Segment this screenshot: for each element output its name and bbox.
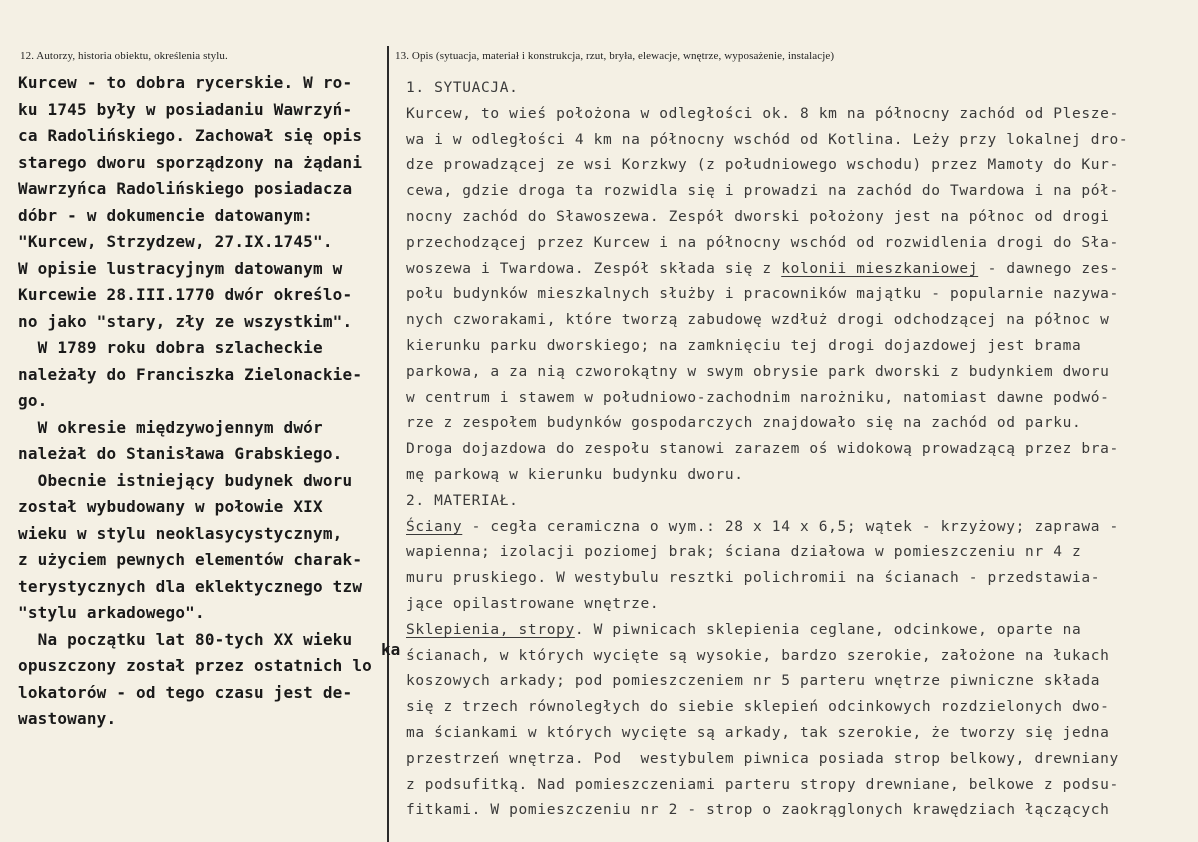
description-text-line: mę parkową w kierunku budynku dworu. [406,466,744,483]
history-text-line: go. [18,391,48,410]
history-text-line: należał do Stanisława Grabskiego. [18,444,343,463]
description-text-line: wapienna; izolacji poziomej brak; ściana działowa w pomieszczeniu nr 4 z [406,544,1082,561]
left-column-header: 12. Autorzy, historia obiektu, określenia stylu. [20,50,228,62]
description-text-line: koszowych arkady; pod pomieszczeniem nr 5 parteru wnętrze piwniczne składa [406,673,1101,690]
history-text-line: opuszczony został przez ostatnich lo [18,656,372,675]
underlined-term: kolonii mieszkaniowej [781,260,979,277]
description-text-line [406,618,1186,644]
description-text-line: rze z zespołem budynków gospodarczych znajdowało się na zachód od parku. [406,415,1082,432]
description-text-line [406,257,1186,283]
description-text-line: się z trzech równoległych do siebie sklepień odcinkowych rozdzielonych dwo- [406,699,1110,716]
history-text-line: ku 1745 były w posiadaniu Wawrzyń- [18,99,353,119]
column-divider [387,46,389,842]
history-text-line: Obecnie istniejący budynek dworu [18,470,353,490]
description-text-line: przechodzącej przez Kurcew i na północny wschód od rozwidlenia drogi do Sła- [406,234,1119,251]
description-text-line: 1. SYTUACJA. [406,80,519,96]
description-text-line: dze prowadzącej ze wsi Korzkwy (z południowego wschodu) przez Mamoty do Kur- [406,157,1119,174]
history-text-line: "stylu arkadowego". [18,603,205,622]
description-text-line: kierunku parku dworskiego; na zamknięciu tej drogi dojazdowej jest brama [406,337,1082,354]
history-text-line: W okresie międzywojennym dwór [18,417,323,437]
description-text-line: ma ściankami w których wycięte są arkady, tak szerokie, że tworzy się jedna [406,724,1110,741]
description-text-line: wa i w odległości 4 km na północny wschód od Kotlina. Leży przy lokalnej dro- [406,131,1129,148]
history-text-line: no jako "stary, zły ze wszystkim". [18,311,353,331]
description-text-line: cewa, gdzie droga ta rozwidla się i prowadzi na zachód do Twardowa i na pół- [406,183,1119,200]
description-text-line: jące opilastrowane wnętrze. [406,595,660,612]
history-text-column [18,70,386,733]
history-text-line: Kurcewie 28.III.1770 dwór określo- [18,285,353,304]
description-text-line: fitkami. W pomieszczeniu nr 2 - strop o zaokrąglonych krawędziach łączących [406,802,1110,819]
history-text-line: należały do Franciszka Zielonackie- [18,364,363,384]
text-segment: . W piwnicach sklepienia ceglane, odcinkowe, oparte na [574,621,1082,638]
text-segment: - cegła ceramiczna o wym.: 28 x 14 x 6,5; wątek - krzyżowy; zaprawa - [462,518,1119,535]
description-text-line: z podsufitką. Nad pomieszczeniami parteru stropy drewniane, belkowe z podsu- [406,776,1119,793]
history-text-line: wieku w stylu neoklasycystycznym, [18,523,343,543]
right-column-header: 13. Opis (sytuacja, materiał i konstrukcja, rzut, bryła, elewacje, wnętrze, wyposażenie, instalacje) [395,50,835,62]
text-segment: woszewa i Twardowa. Zespół składa się z [406,260,782,277]
description-text-line: muru pruskiego. W westybulu resztki polichromii na ścianach - przedstawia- [406,570,1101,587]
description-text-line: nocny zachód do Sławoszewa. Zespół dworski położony jest na północ od drogi [406,208,1110,225]
description-text-line: parkowa, a za nią czworokątny w swym obrysie park dworski z budynkiem dworu [406,363,1110,380]
history-text-line: lokatorów - od tego czasu jest de- [18,682,353,702]
text-segment: - dawnego zes- [978,260,1119,277]
history-text-line: Wawrzyńca Radolińskiego posiadacza [18,179,353,198]
description-text-line: ścianach, w których wycięte są wysokie, bardzo szerokie, założone na łukach [406,647,1110,664]
history-text-line: ca Radolińskiego. Zachował się opis [18,126,363,145]
description-text-line: w centrum i stawem w południowo-zachodnim narożniku, natomiast dawne podwó- [406,389,1110,406]
description-text-line [406,515,1186,541]
history-text-line: starego dworu sporządzony na żądani [18,152,363,172]
underlined-term: Sklepienia, stropy [406,621,575,638]
description-text-line: Kurcew, to wieś położona w odległości ok. 8 km na północny zachód od Plesze- [406,105,1119,122]
overflow-text-fragment: ka [381,640,401,659]
description-text-line: 2. MATERIAŁ. [406,492,519,509]
description-text-line: nych czworakami, które tworzą zabudowę wzdłuż drogi odchodzącej na północ w [406,312,1110,329]
underlined-term: Ściany [406,518,463,535]
history-text-line: Kurcew - to dobra rycerskie. W ro- [18,73,353,92]
history-text-line: dóbr - w dokumencie datowanym: [18,205,313,225]
history-text-line: W 1789 roku dobra szlacheckie [18,338,323,357]
history-text-line: "Kurcew, Strzydzew, 27.IX.1745". [18,232,333,251]
description-text-column [406,76,1186,824]
history-text-line: terystycznych dla eklektycznego tzw [18,576,363,596]
history-text-line: W opisie lustracyjnym datowanym w [18,258,343,278]
history-text-line: z użyciem pewnych elementów charak- [18,550,363,569]
description-text-line: połu budynków mieszkalnych służby i pracowników majątku - popularnie nazywa- [406,286,1119,303]
history-text-line: wastowany. [18,709,117,728]
description-text-line: Droga dojazdowa do zespołu stanowi zarazem oś widokową prowadzącą przez bra- [406,441,1119,458]
history-text-line: Na początku lat 80-tych XX wieku [18,629,353,649]
description-text-line: przestrzeń wnętrza. Pod westybulem piwnica posiada strop belkowy, drewniany [406,750,1119,767]
history-text-line: został wybudowany w połowie XIX [18,497,323,516]
